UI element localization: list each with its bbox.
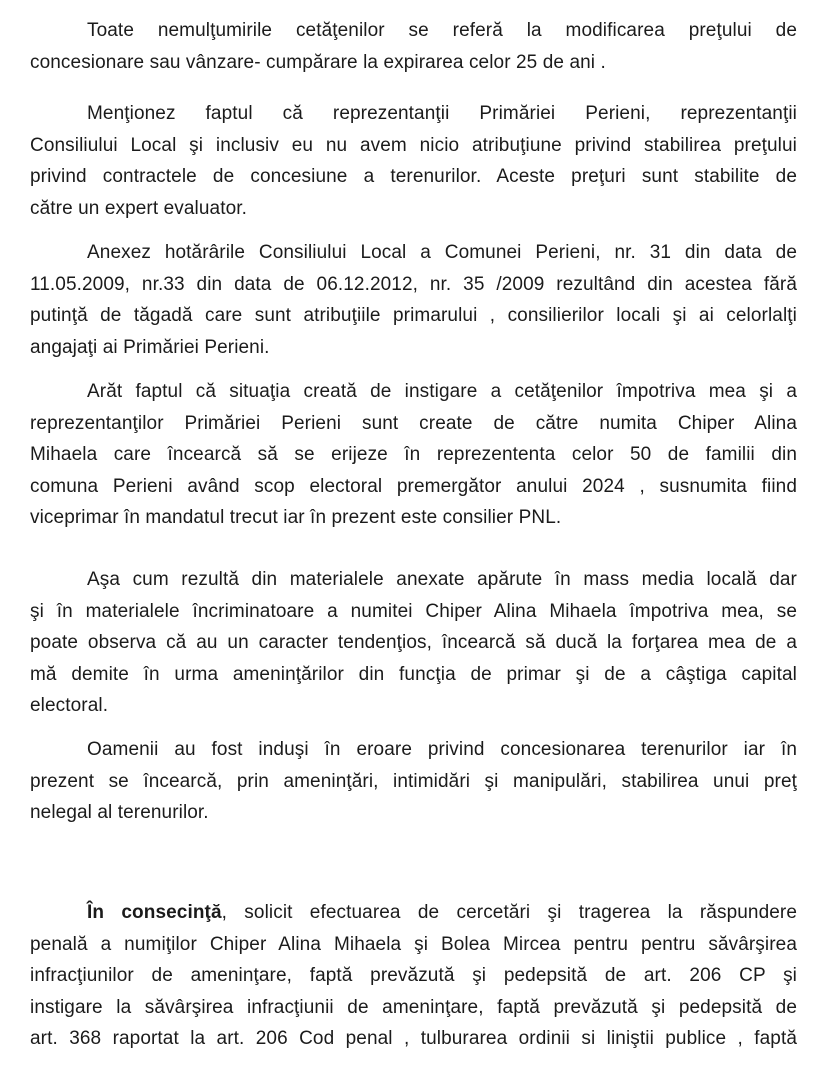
paragraph-no-attributions xyxy=(30,98,797,224)
text-line: putinţă de tăgadă care sunt atribuţiile primarului , consilierilor locali şi ai celorlalţi xyxy=(30,305,797,326)
text-line: angajaţi ai Primăriei Perieni. xyxy=(30,336,270,358)
text-line: Arăt faptul că situaţia creată de instigare a cetăţenilor împotriva mea şi a xyxy=(87,381,797,402)
text-line: şi în materialele încriminatoare a numitei Chiper Alina Mihaela împotriva mea, se xyxy=(30,600,797,622)
text-line: Aşa cum rezultă din materialele anexate apărute în mass media locală dar xyxy=(87,569,797,590)
paragraph-misled-citizens xyxy=(30,734,797,829)
text-line: infracţiunilor de ameninţare, faptă prevăzută şi pedepsită de art. 206 CP şi xyxy=(30,965,797,986)
text-line: privind contractele de concesiune a terenurilor. Aceste preţuri sunt stabilite de xyxy=(30,166,797,187)
text-line: 11.05.2009, nr.33 din data de 06.12.2012, nr. 35 /2009 rezultând din acestea fără xyxy=(30,273,797,295)
text-line: concesionare sau vânzare- cumpărare la expirarea celor 25 de ani . xyxy=(30,51,606,73)
text-line: reprezentanţilor Primăriei Perieni sunt create de către numita Chiper Alina xyxy=(30,412,797,434)
conclusion-first-line xyxy=(30,897,797,929)
text-line: Toate nemulţumirile cetăţenilor se referă la modificarea preţului de xyxy=(87,20,797,41)
paragraph-annexed-decisions xyxy=(30,237,797,363)
paragraph-instigation xyxy=(30,376,797,534)
text-line: comuna Perieni având scop electoral premergător anului 2024 , susnumita fiind xyxy=(30,475,797,497)
text-line: Mihaela care încearcă să se erijeze în reprezententa celor 50 de familii din xyxy=(30,444,797,465)
text-line: viceprimar în mandatul trecut iar în prezent este consilier PNL. xyxy=(30,507,562,528)
paragraph-media-materials xyxy=(30,564,797,722)
paragraph-conclusion xyxy=(30,897,797,1055)
conclusion-bold-lead: În consecinţă xyxy=(87,902,222,923)
text-line: către un expert evaluator. xyxy=(30,197,248,219)
text-line: Anexez hotărârile Consiliului Local a Comunei Perieni, nr. 31 din data de xyxy=(87,242,797,263)
text-line: poate observa că au un caracter tendenţios, încearcă să ducă la forţarea mea de a xyxy=(30,632,797,653)
text-line: mă demite în urma ameninţărilor din funcţia de primar şi de a câştiga capital xyxy=(30,663,797,685)
text-line: prezent se încearcă, prin ameninţări, intimidări şi manipulări, stabilirea unui preţ xyxy=(30,770,797,792)
text-line: nelegal al terenurilor. xyxy=(30,802,209,823)
text-line: Consiliului Local şi inclusiv eu nu avem nicio atribuţiune privind stabilirea preţului xyxy=(30,134,797,156)
conclusion-first-line-rest: , solicit efectuarea de cercetări şi tragerea la răspundere xyxy=(221,902,797,923)
text-line: art. 368 raportat la art. 206 Cod penal , tulburarea ordinii si liniştii publice , faptă xyxy=(30,1028,797,1049)
text-line: penală a numiţilor Chiper Alina Mihaela şi Bolea Mircea pentru pentru săvârşirea xyxy=(30,933,797,955)
text-line: electoral. xyxy=(30,695,109,716)
text-line: instigare la săvârşirea infracţiunii de ameninţare, faptă prevăzută şi pedepsită de xyxy=(30,996,797,1018)
text-line: Menţionez faptul că reprezentanţii Primăriei Perieni, reprezentanţii xyxy=(87,103,797,124)
text-line: Oamenii au fost induşi în eroare privind concesionarea terenurilor iar în xyxy=(87,739,797,760)
paragraph-price-complaints xyxy=(30,15,797,78)
